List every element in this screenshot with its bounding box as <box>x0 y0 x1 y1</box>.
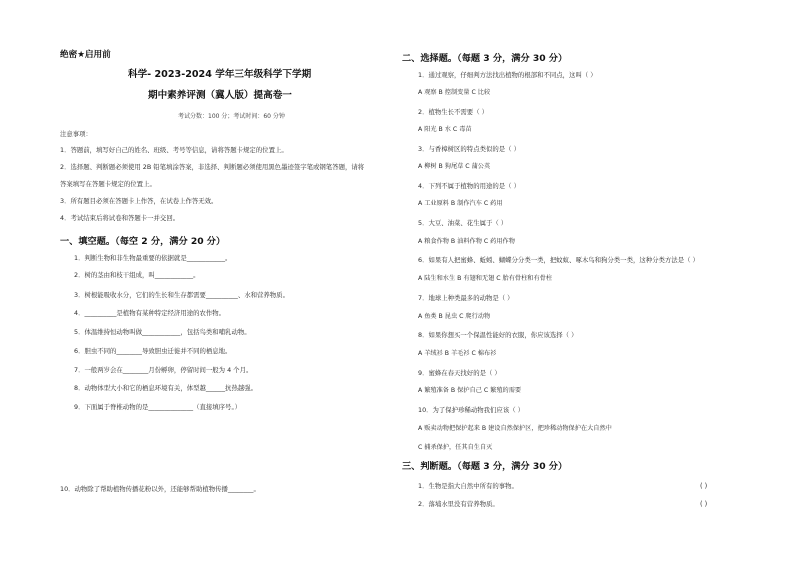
choice-question-5: 5．大豆、油菜、花生属于（ ） <box>418 219 508 227</box>
choice-options-1: A 观察 B 控制变量 C 比较 <box>418 89 491 96</box>
note-1: 1．答题前，填写好自己的姓名、班级、考号等信息，请将答题卡规定的位置上。 <box>60 146 288 154</box>
fill-question-9: 9．下面属于脊椎动物的是______________（直接填序号。） <box>74 403 242 411</box>
score-info: 考试分数：100 分；考试时间：60 分钟 <box>178 113 285 120</box>
choice-question-6: 6．如果有人把蜜蜂、蚯蚓、蝴蝶分分类一类，把蚊蚁、啄木鸟和狗分类一类，这种分类方法是（ ） <box>418 256 699 264</box>
choice-options-7: A 鱼类 B 昆虫 C 爬行动物 <box>418 313 491 320</box>
choice-options-10-c: C 捕杀保护，任其自生自灭 <box>418 444 493 451</box>
choice-options-2: A 阳光 B 水 C 毒苗 <box>418 126 472 133</box>
choice-question-4: 4．下列不属于植物的用途的是（ ） <box>418 182 520 190</box>
judge-answer-blank-1: ( ) <box>700 482 708 490</box>
note-4: 4．考试结束后将试卷和答题卡一并交回。 <box>60 214 180 222</box>
notes-heading: 注意事项： <box>60 130 92 138</box>
confidential-label: 绝密★启用前 <box>60 50 111 60</box>
note-3: 3．所有题目必须在答题卡上作答，在试卷上作答无效。 <box>60 197 218 205</box>
note-2-cont: 答案填写在答题卡规定的位置上。 <box>60 180 156 188</box>
judge-answer-blank-2: ( ) <box>700 500 708 508</box>
exam-title-line2: 期中素养评测（冀人版）提高卷一 <box>148 90 292 101</box>
section3-title: 三、判断题。（每题 3 分，满分 30 分） <box>402 461 568 472</box>
fill-question-7: 7．一般两岁会在________月份孵卵，停留时间一般为 4 个月。 <box>74 366 253 374</box>
choice-question-7: 7．地球上种类最多的动物是（ ） <box>418 294 514 302</box>
section2-title: 二、选择题。（每题 3 分，满分 30 分） <box>402 53 568 64</box>
fill-question-1: 1．判断生物和非生物最重要的依据就是____________。 <box>74 254 232 262</box>
choice-options-3: A 柳树 B 狗尾草 C 蒲公英 <box>418 163 491 170</box>
choice-question-3: 3．与香樟树区的特点类似的是（ ） <box>418 145 520 153</box>
choice-options-6: A 陆生和水生 B 有翅和无翅 C 胎有骨柱和有骨柱 <box>418 275 553 282</box>
fill-question-6: 6．胆虫不同的________导致胆虫迁徙并不同的栖息地。 <box>74 347 232 355</box>
fill-question-10: 10．动物除了帮助植物传播花粉以外，还能够帮助植物传播________。 <box>60 485 260 493</box>
choice-options-5: A 粮食作物 B 油料作物 C 药用作物 <box>418 238 515 245</box>
section1-title: 一、填空题。（每空 2 分，满分 20 分） <box>60 236 226 247</box>
judge-question-2: 2．落埔水里没有营养物质。 <box>418 500 499 508</box>
choice-question-10: 10．为了保护珍稀动物我们应该（ ） <box>418 406 525 414</box>
choice-question-2: 2．植物生长不需要（ ） <box>418 108 489 116</box>
note-2: 2．选择题、判断题必须使用 2B 铅笔填涂答案，非选择、判断题必须使用黑色墨迹签字笔或钢笔答题，请将 <box>60 163 365 171</box>
fill-question-2: 2．树的茎由和枝干组成，叫____________。 <box>74 271 200 279</box>
exam-title-line1: 科学- 2023-2024 学年三年级科学下学期 <box>128 69 312 80</box>
choice-options-10: A 贩卖动物把保护起来 B 建设自然保护区，把珍稀动物保护在大自然中 <box>418 425 612 432</box>
fill-question-8: 8．动物体型大小和它的栖息环境有关，体型越______抗热越强。 <box>74 384 258 392</box>
judge-question-1: 1．生物是指大自然中所有的事物。 <box>418 482 518 490</box>
fill-question-3: 3．树根能吸收水分，它们的生长和生存都需要__________、水和营养物质。 <box>74 291 289 299</box>
choice-question-8: 8．如果你想买一个保温性能好的衣服，你应该选择（ ） <box>418 331 578 339</box>
choice-question-1: 1．通过观察，仔细判方法找出植物的根部和不同点，这叫（ ） <box>418 71 597 79</box>
fill-question-5: 5．体温维持恒动物叫做____________，包括鸟类和哺乳动物。 <box>74 328 251 336</box>
choice-options-9: A 繁殖准备 B 保护自己 C 繁殖的需要 <box>418 387 522 394</box>
choice-question-9: 9．蜜蜂在春天找好的是（ ） <box>418 369 501 377</box>
fill-question-4: 4．__________是植物有某种特定经济用途的农作物。 <box>74 309 226 317</box>
choice-options-8: A 羊绒衫 B 羊毛衫 C 棉布衫 <box>418 350 497 357</box>
choice-options-4: A 工业原料 B 制作汽车 C 药用 <box>418 200 503 207</box>
